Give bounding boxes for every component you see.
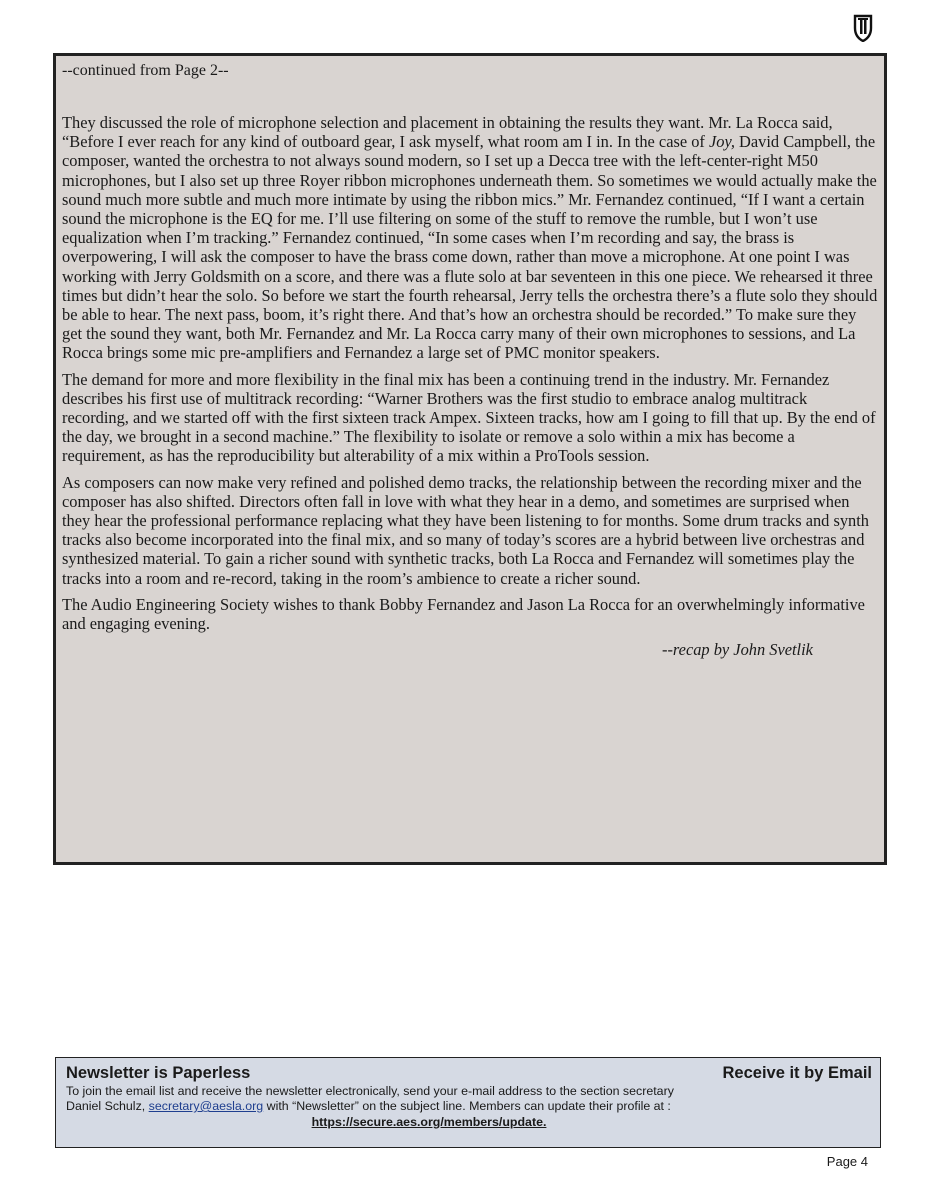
notice-title-right: Receive it by Email (722, 1064, 872, 1082)
notice-line-1: To join the email list and receive the newsletter electronically, send your e-mail address to the section secretary (66, 1084, 674, 1098)
continued-note: --continued from Page 2-- (62, 62, 229, 79)
newsletter-notice (55, 1057, 881, 1148)
film-title: Joy, (708, 132, 735, 152)
profile-update-link[interactable]: https://secure.aes.org/members/update. (311, 1115, 547, 1129)
article-paragraph: As composers can now make very refined and polished demo tracks, the relationship between the recording mixer and the composer has also shifted. Directors often fall in love with what they hear in a demo, and sometimes are surprised when they hear the professional performance replacing what they have been listening to for months. Some drum tracks and synth tracks also become incorporated into the final mix, and so many of today’s scores are a hybrid between live orchestras and synthesized material. To gain a richer sound with synthetic tracks, both La Rocca and Fernandez will sometimes play the tracks into a room and re-record, taking in the room’s ambience to create a richer sound. (62, 472, 869, 588)
notice-line-2: Daniel Schulz, secretary@aesla.org with “Newsletter” on the subject line. Members can update their profile at : (66, 1099, 671, 1113)
aes-logo-icon (852, 14, 874, 42)
notice-body (66, 1084, 872, 1130)
article-paragraph: The Audio Engineering Society wishes to thank Bobby Fernandez and Jason La Rocca for an overwhelmingly informative and engaging evening. (62, 594, 865, 634)
page-number: Page 4 (826, 1154, 868, 1169)
article-paragraph: The demand for more and more flexibility in the final mix has been a continuing trend in the industry. Mr. Fernandez describes his first use of multitrack recording: “Warner Brothers was the first studio to embrace analog multitrack recording, and we started off with the first sixteen track Ampex. Sixteen tracks, how am I going to fill that up. By the end of the day, we brought in a second machine.” The flexibility to isolate or remove a solo within a mix has become a requirement, as has the reproducibility but alterability of a mix within a ProTools session. (62, 369, 876, 466)
article-paragraph: They discussed the role of microphone selection and placement in obtaining the results they want. Mr. La Rocca said, “Before I ever reach for any kind of outboard gear, I ask myself, what room am I in. In the case of Joy, David Campbell, the composer, wanted the orchestra to not always sound modern, so I set up a Decca tree with the left-center-right M50 microphones, but I also set up three Royer ribbon microphones underneath them. So sometimes we would actually make the sound much more subtle and much more intimate by using the ribbon mics.” Mr. Fernandez continued, “If I want a certain sound the microphone is the EQ for me. I’ll use filtering on some of the stuff to remove the rumble, but I won’t use equalization when I’m tracking.” Fernandez continued, “In some cases when I’m recording and say, the brass is overpowering, I will ask the composer to have the brass come down, rather than move a microphone. At one point I was working with Jerry Goldsmith on a score, and there was a flute solo at bar seventeen in this one piece. We rehearsed it three times but didn’t hear the solo. So before we start the fourth rehearsal, Jerry tells the orchestra there’s a flute solo they should be able to hear. The next pass, boom, it’s right there. And that’s how an orchestra should be recorded.” To make sure they get the sound they want, both Mr. Fernandez and Mr. La Rocca carry many of their own microphones to sessions, and La Rocca brings some mic pre-amplifiers and Fernandez a large set of PMC monitor speakers. (62, 113, 878, 363)
recap-credit: --recap by John Svetlik (662, 640, 813, 660)
article-box (53, 53, 887, 865)
secretary-email-link[interactable]: secretary@aesla.org (148, 1099, 264, 1113)
notice-title-left: Newsletter is Paperless (66, 1064, 251, 1082)
